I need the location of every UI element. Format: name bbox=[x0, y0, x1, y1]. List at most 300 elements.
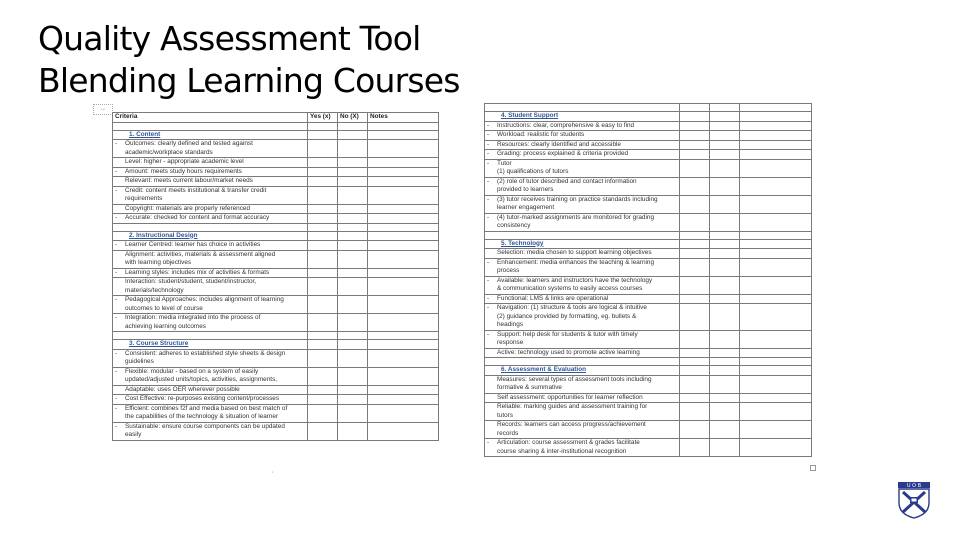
notes-cell[interactable] bbox=[368, 241, 439, 251]
no-cell[interactable] bbox=[710, 258, 740, 276]
criteria-text: Self assessment: opportunities for learner reflection bbox=[497, 393, 643, 401]
no-cell[interactable] bbox=[710, 177, 740, 195]
spacer-cell bbox=[308, 223, 338, 231]
bullet-dash: - bbox=[115, 404, 118, 412]
yes-cell[interactable] bbox=[680, 276, 710, 294]
criteria-continuation: headings bbox=[497, 321, 523, 328]
criteria-row bbox=[113, 140, 439, 158]
section-title-text: 5. Technology bbox=[501, 239, 544, 247]
bullet-dash: - bbox=[115, 395, 118, 402]
bullet-dash: - bbox=[115, 367, 118, 375]
notes-cell[interactable] bbox=[368, 367, 439, 385]
no-cell[interactable] bbox=[338, 214, 368, 224]
criteria-row bbox=[113, 186, 439, 204]
criteria-text: Articulation: course assessment & grades facilitate bbox=[497, 439, 640, 446]
no-cell[interactable] bbox=[710, 439, 740, 457]
no-cell[interactable] bbox=[338, 241, 368, 251]
notes-cell[interactable] bbox=[368, 214, 439, 224]
criteria-row bbox=[113, 278, 439, 296]
section-title-row bbox=[113, 130, 439, 140]
criteria-row bbox=[485, 121, 812, 131]
section-title-text: 3. Course Structure bbox=[129, 340, 189, 347]
yes-cell[interactable] bbox=[680, 375, 710, 393]
header-yes: Yes (x) bbox=[308, 113, 338, 123]
criteria-cell bbox=[113, 314, 308, 332]
criteria-text: Integration: media integrated into the process of bbox=[125, 314, 261, 321]
left-assessment-table bbox=[112, 112, 439, 441]
criteria-cell bbox=[485, 439, 680, 457]
right-assessment-table bbox=[484, 103, 812, 457]
criteria-text: Learner Centred: learner has choice in activities bbox=[125, 241, 261, 248]
notes-cell[interactable] bbox=[368, 167, 439, 177]
criteria-text: (4) tutor-marked assignments are monitored for grading bbox=[497, 213, 654, 221]
no-cell[interactable] bbox=[338, 167, 368, 177]
yes-cell[interactable] bbox=[680, 330, 710, 348]
criteria-row bbox=[113, 204, 439, 214]
notes-cell[interactable] bbox=[368, 404, 439, 422]
no-cell[interactable] bbox=[710, 249, 740, 259]
criteria-row bbox=[485, 421, 812, 439]
criteria-cell bbox=[113, 296, 308, 314]
spacer-cell bbox=[113, 223, 308, 231]
criteria-row bbox=[485, 294, 812, 304]
notes-cell[interactable] bbox=[740, 213, 812, 231]
slide-title-line-1: Quality Assessment Tool bbox=[38, 19, 421, 58]
bullet-dash: - bbox=[115, 167, 118, 175]
yes-cell[interactable] bbox=[680, 150, 710, 160]
yes-cell[interactable] bbox=[308, 367, 338, 385]
no-cell[interactable] bbox=[710, 330, 740, 348]
right-table-body bbox=[485, 104, 812, 457]
yes-cell[interactable] bbox=[308, 231, 338, 241]
notes-cell[interactable] bbox=[368, 296, 439, 314]
no-cell[interactable] bbox=[338, 268, 368, 278]
bullet-dash: - bbox=[487, 258, 490, 266]
no-cell[interactable] bbox=[710, 239, 740, 249]
spacer-cell bbox=[710, 104, 740, 112]
crest-letters: U O B bbox=[906, 483, 922, 489]
spacer-cell bbox=[485, 358, 680, 366]
spacer-cell bbox=[113, 332, 308, 340]
notes-cell[interactable] bbox=[368, 231, 439, 241]
criteria-cell bbox=[113, 395, 308, 405]
yes-cell[interactable] bbox=[308, 177, 338, 187]
criteria-cell bbox=[485, 258, 680, 276]
no-cell[interactable] bbox=[710, 159, 740, 177]
notes-cell[interactable] bbox=[368, 130, 439, 140]
criteria-continuation: & communication systems to easily access courses bbox=[497, 285, 643, 292]
criteria-text: Consistent: adheres to established style sheets & design bbox=[125, 349, 286, 357]
no-cell[interactable] bbox=[710, 393, 740, 403]
section-title bbox=[485, 366, 680, 376]
criteria-text: Active: technology used to promote active learning bbox=[497, 348, 640, 356]
section-title-row bbox=[485, 366, 812, 376]
criteria-cell bbox=[113, 204, 308, 214]
stray-mark: ' bbox=[272, 472, 274, 478]
spacer-cell bbox=[680, 231, 710, 239]
no-cell[interactable] bbox=[710, 121, 740, 131]
yes-cell[interactable] bbox=[308, 241, 338, 251]
notes-cell[interactable] bbox=[740, 249, 812, 259]
criteria-cell bbox=[113, 140, 308, 158]
resize-handle-icon[interactable] bbox=[810, 465, 816, 471]
notes-cell[interactable] bbox=[740, 366, 812, 376]
spacer-row bbox=[485, 231, 812, 239]
no-cell[interactable] bbox=[338, 278, 368, 296]
no-cell[interactable] bbox=[338, 296, 368, 314]
yes-cell[interactable] bbox=[680, 249, 710, 259]
criteria-continuation: response bbox=[497, 339, 524, 346]
no-cell[interactable] bbox=[710, 294, 740, 304]
criteria-row bbox=[485, 249, 812, 259]
criteria-cell bbox=[113, 167, 308, 177]
criteria-text: Navigation: (1) structure & tools are logical & intuitive bbox=[497, 304, 647, 311]
criteria-row bbox=[113, 241, 439, 251]
notes-cell[interactable] bbox=[740, 421, 812, 439]
spacer-cell bbox=[368, 122, 439, 130]
criteria-row bbox=[113, 177, 439, 187]
criteria-row bbox=[485, 195, 812, 213]
criteria-continuation: consistency bbox=[497, 222, 531, 229]
criteria-cell bbox=[113, 422, 308, 440]
notes-cell[interactable] bbox=[740, 294, 812, 304]
notes-cell[interactable] bbox=[368, 177, 439, 187]
slide-title bbox=[38, 18, 460, 102]
bullet-dash: - bbox=[115, 214, 118, 221]
criteria-row bbox=[485, 330, 812, 348]
bullet-dash: - bbox=[115, 186, 118, 194]
section-title bbox=[113, 340, 308, 350]
criteria-cell bbox=[485, 375, 680, 393]
notes-cell[interactable] bbox=[740, 393, 812, 403]
yes-cell[interactable] bbox=[308, 349, 338, 367]
yes-cell[interactable] bbox=[680, 195, 710, 213]
criteria-row bbox=[113, 385, 439, 395]
criteria-text: Grading: process explained & criteria provided bbox=[497, 150, 629, 157]
yes-cell[interactable] bbox=[680, 258, 710, 276]
criteria-text: Instructions: clear, comprehensive & easy to find bbox=[497, 121, 635, 129]
yes-cell[interactable] bbox=[680, 131, 710, 141]
criteria-text: Amount: meets study hours requirements bbox=[125, 167, 242, 175]
left-table-body bbox=[113, 122, 439, 440]
section-title bbox=[485, 239, 680, 249]
criteria-row bbox=[113, 314, 439, 332]
criteria-row bbox=[485, 258, 812, 276]
yes-cell[interactable] bbox=[680, 393, 710, 403]
yes-cell[interactable] bbox=[680, 348, 710, 358]
spacer-row bbox=[485, 358, 812, 366]
yes-cell[interactable] bbox=[680, 112, 710, 122]
spacer-cell bbox=[680, 358, 710, 366]
criteria-cell bbox=[485, 159, 680, 177]
criteria-cell bbox=[485, 348, 680, 358]
no-cell[interactable] bbox=[710, 421, 740, 439]
yes-cell[interactable] bbox=[680, 403, 710, 421]
spacer-cell bbox=[740, 231, 812, 239]
notes-cell[interactable] bbox=[740, 375, 812, 393]
yes-cell[interactable] bbox=[308, 250, 338, 268]
no-cell[interactable] bbox=[338, 250, 368, 268]
bullet-dash: - bbox=[115, 422, 118, 430]
criteria-row bbox=[113, 404, 439, 422]
section-title-text: 4. Student Support bbox=[501, 112, 559, 119]
notes-cell[interactable] bbox=[368, 140, 439, 158]
bullet-dash: - bbox=[487, 159, 490, 167]
criteria-continuation: formative & summative bbox=[497, 384, 562, 391]
no-cell[interactable] bbox=[338, 158, 368, 168]
criteria-cell bbox=[485, 276, 680, 294]
criteria-row bbox=[113, 250, 439, 268]
yes-cell[interactable] bbox=[308, 404, 338, 422]
criteria-row bbox=[113, 395, 439, 405]
criteria-text: Cost Effective: re-purposes existing content/processes bbox=[125, 395, 280, 402]
yes-cell[interactable] bbox=[308, 395, 338, 405]
section-title-row bbox=[485, 239, 812, 249]
yes-cell[interactable] bbox=[308, 140, 338, 158]
criteria-continuation: learner engagement bbox=[497, 204, 555, 211]
notes-cell[interactable] bbox=[740, 112, 812, 122]
left-table-header-row bbox=[113, 113, 439, 123]
no-cell[interactable] bbox=[710, 112, 740, 122]
header-notes: Notes bbox=[368, 113, 439, 123]
notes-cell[interactable] bbox=[740, 276, 812, 294]
spacer-cell bbox=[338, 122, 368, 130]
spacer-cell bbox=[338, 223, 368, 231]
yes-cell[interactable] bbox=[308, 214, 338, 224]
notes-cell[interactable] bbox=[368, 349, 439, 367]
notes-cell[interactable] bbox=[740, 131, 812, 141]
section-title bbox=[113, 130, 308, 140]
no-cell[interactable] bbox=[710, 131, 740, 141]
criteria-text: Available: learners and instructors have the technology bbox=[497, 276, 653, 284]
section-title-row bbox=[485, 112, 812, 122]
notes-cell[interactable] bbox=[740, 150, 812, 160]
yes-cell[interactable] bbox=[308, 385, 338, 395]
criteria-cell bbox=[485, 249, 680, 259]
criteria-cell bbox=[485, 304, 680, 331]
no-cell[interactable] bbox=[338, 395, 368, 405]
criteria-cell bbox=[113, 385, 308, 395]
no-cell[interactable] bbox=[710, 348, 740, 358]
no-cell[interactable] bbox=[338, 367, 368, 385]
criteria-text: Outcomes: clearly defined and tested against bbox=[125, 140, 253, 147]
yes-cell[interactable] bbox=[308, 340, 338, 350]
notes-cell[interactable] bbox=[740, 258, 812, 276]
no-cell[interactable] bbox=[338, 231, 368, 241]
notes-cell[interactable] bbox=[740, 239, 812, 249]
yes-cell[interactable] bbox=[680, 121, 710, 131]
criteria-text: Sustainable: ensure course components can be updated bbox=[125, 422, 285, 430]
yes-cell[interactable] bbox=[308, 296, 338, 314]
no-cell[interactable] bbox=[710, 304, 740, 331]
criteria-row bbox=[113, 422, 439, 440]
criteria-continuation: (1) qualifications of tutors bbox=[497, 168, 569, 175]
criteria-continuation: materials/technology bbox=[125, 286, 184, 294]
notes-cell[interactable] bbox=[368, 268, 439, 278]
criteria-row bbox=[485, 177, 812, 195]
no-cell[interactable] bbox=[710, 366, 740, 376]
criteria-continuation: (2) guidance provided by formatting, eg. bullets & bbox=[497, 312, 637, 320]
criteria-text: Records: learners can access progress/achievement bbox=[497, 421, 646, 428]
no-cell[interactable] bbox=[710, 213, 740, 231]
criteria-text: Copyright: materials are properly referenced bbox=[125, 204, 251, 212]
section-title-row bbox=[113, 340, 439, 350]
yes-cell[interactable] bbox=[680, 159, 710, 177]
yes-cell[interactable] bbox=[680, 177, 710, 195]
no-cell[interactable] bbox=[710, 276, 740, 294]
notes-cell[interactable] bbox=[368, 158, 439, 168]
no-cell[interactable] bbox=[710, 403, 740, 421]
notes-cell[interactable] bbox=[740, 403, 812, 421]
notes-cell[interactable] bbox=[740, 304, 812, 331]
bullet-dash: - bbox=[115, 268, 118, 276]
criteria-text: Tutor bbox=[497, 159, 512, 167]
criteria-cell bbox=[113, 268, 308, 278]
criteria-continuation: guidelines bbox=[125, 358, 154, 365]
no-cell[interactable] bbox=[338, 340, 368, 350]
criteria-continuation: easily bbox=[125, 431, 142, 438]
criteria-text: Relevant: meets current labour/market needs bbox=[125, 177, 253, 184]
yes-cell[interactable] bbox=[680, 294, 710, 304]
no-cell[interactable] bbox=[338, 422, 368, 440]
criteria-continuation: outcomes to level of course bbox=[125, 304, 203, 312]
criteria-cell bbox=[113, 241, 308, 251]
bullet-dash: - bbox=[115, 314, 118, 321]
criteria-row bbox=[485, 439, 812, 457]
yes-cell[interactable] bbox=[308, 314, 338, 332]
notes-cell[interactable] bbox=[740, 177, 812, 195]
yes-cell[interactable] bbox=[680, 239, 710, 249]
criteria-text: Adaptable: uses OER wherever possible bbox=[125, 385, 240, 393]
no-cell[interactable] bbox=[338, 186, 368, 204]
criteria-text: Learning styles: includes mix of activities & formats bbox=[125, 268, 270, 276]
yes-cell[interactable] bbox=[680, 366, 710, 376]
no-cell[interactable] bbox=[338, 130, 368, 140]
yes-cell[interactable] bbox=[680, 213, 710, 231]
criteria-text: (3) tutor receives training on practice standards including bbox=[497, 195, 658, 203]
criteria-row bbox=[485, 159, 812, 177]
spacer-row bbox=[113, 122, 439, 130]
yes-cell[interactable] bbox=[680, 304, 710, 331]
spacer-row bbox=[485, 104, 812, 112]
section-title bbox=[113, 231, 308, 241]
yes-cell[interactable] bbox=[308, 422, 338, 440]
yes-cell[interactable] bbox=[680, 439, 710, 457]
criteria-text: Alignment: activities, materials & assessment aligned bbox=[125, 250, 276, 258]
no-cell[interactable] bbox=[338, 140, 368, 158]
criteria-row bbox=[113, 349, 439, 367]
no-cell[interactable] bbox=[710, 375, 740, 393]
notes-cell[interactable] bbox=[368, 422, 439, 440]
criteria-row bbox=[113, 367, 439, 385]
criteria-text: Reliable: marking guides and assessment training for bbox=[497, 403, 648, 410]
yes-cell[interactable] bbox=[308, 167, 338, 177]
no-cell[interactable] bbox=[338, 349, 368, 367]
notes-cell[interactable] bbox=[740, 195, 812, 213]
criteria-row bbox=[485, 213, 812, 231]
criteria-cell bbox=[113, 404, 308, 422]
criteria-text: Enhancement: media enhances the teaching & learning bbox=[497, 258, 655, 266]
yes-cell[interactable] bbox=[308, 204, 338, 214]
criteria-row bbox=[113, 296, 439, 314]
criteria-continuation: academic/workplace standards bbox=[125, 148, 213, 156]
yes-cell[interactable] bbox=[308, 158, 338, 168]
no-cell[interactable] bbox=[710, 195, 740, 213]
criteria-cell bbox=[485, 121, 680, 131]
bullet-dash: - bbox=[487, 131, 490, 138]
yes-cell[interactable] bbox=[308, 130, 338, 140]
notes-cell[interactable] bbox=[368, 186, 439, 204]
no-cell[interactable] bbox=[338, 177, 368, 187]
criteria-cell bbox=[113, 158, 308, 168]
notes-cell[interactable] bbox=[740, 439, 812, 457]
notes-cell[interactable] bbox=[368, 278, 439, 296]
yes-cell[interactable] bbox=[680, 421, 710, 439]
bullet-dash: - bbox=[487, 177, 490, 185]
spacer-cell bbox=[338, 332, 368, 340]
bullet-dash: - bbox=[115, 140, 118, 147]
criteria-text: Level: higher - appropriate academic level bbox=[125, 158, 244, 165]
criteria-continuation: achieving learning outcomes bbox=[125, 322, 206, 330]
criteria-row bbox=[485, 375, 812, 393]
notes-cell[interactable] bbox=[368, 250, 439, 268]
criteria-cell bbox=[485, 421, 680, 439]
no-cell[interactable] bbox=[710, 140, 740, 150]
notes-cell[interactable] bbox=[368, 204, 439, 214]
table-move-handle-icon[interactable]: ↔ bbox=[93, 104, 113, 115]
spacer-cell bbox=[368, 332, 439, 340]
notes-cell[interactable] bbox=[368, 340, 439, 350]
notes-cell[interactable] bbox=[368, 385, 439, 395]
notes-cell[interactable] bbox=[740, 159, 812, 177]
spacer-cell bbox=[113, 122, 308, 130]
notes-cell[interactable] bbox=[740, 330, 812, 348]
notes-cell[interactable] bbox=[368, 395, 439, 405]
yes-cell[interactable] bbox=[308, 186, 338, 204]
notes-cell[interactable] bbox=[368, 314, 439, 332]
criteria-cell bbox=[113, 250, 308, 268]
no-cell[interactable] bbox=[710, 150, 740, 160]
notes-cell[interactable] bbox=[740, 140, 812, 150]
criteria-cell bbox=[113, 177, 308, 187]
yes-cell[interactable] bbox=[308, 278, 338, 296]
yes-cell[interactable] bbox=[680, 140, 710, 150]
criteria-cell bbox=[485, 213, 680, 231]
criteria-cell bbox=[485, 403, 680, 421]
spacer-cell bbox=[710, 231, 740, 239]
bullet-dash: - bbox=[487, 304, 490, 311]
criteria-text: Efficient: combines f2f and media based on best match of bbox=[125, 404, 288, 412]
bullet-dash: - bbox=[487, 213, 490, 221]
no-cell[interactable] bbox=[338, 204, 368, 214]
slide-title-line-2: Blending Learning Courses bbox=[38, 61, 460, 100]
no-cell[interactable] bbox=[338, 404, 368, 422]
no-cell[interactable] bbox=[338, 385, 368, 395]
criteria-cell bbox=[485, 177, 680, 195]
criteria-continuation: course sharing & inter-institutional recognition bbox=[497, 447, 627, 455]
criteria-row bbox=[485, 140, 812, 150]
criteria-text: Pedagogical Approaches: includes alignment of learning bbox=[125, 296, 284, 303]
yes-cell[interactable] bbox=[308, 268, 338, 278]
criteria-cell bbox=[485, 131, 680, 141]
spacer-row bbox=[113, 332, 439, 340]
no-cell[interactable] bbox=[338, 314, 368, 332]
section-title-text: 6. Assessment & Evaluation bbox=[501, 366, 587, 373]
notes-cell[interactable] bbox=[740, 121, 812, 131]
criteria-cell bbox=[485, 330, 680, 348]
notes-cell[interactable] bbox=[740, 348, 812, 358]
section-title bbox=[485, 112, 680, 122]
